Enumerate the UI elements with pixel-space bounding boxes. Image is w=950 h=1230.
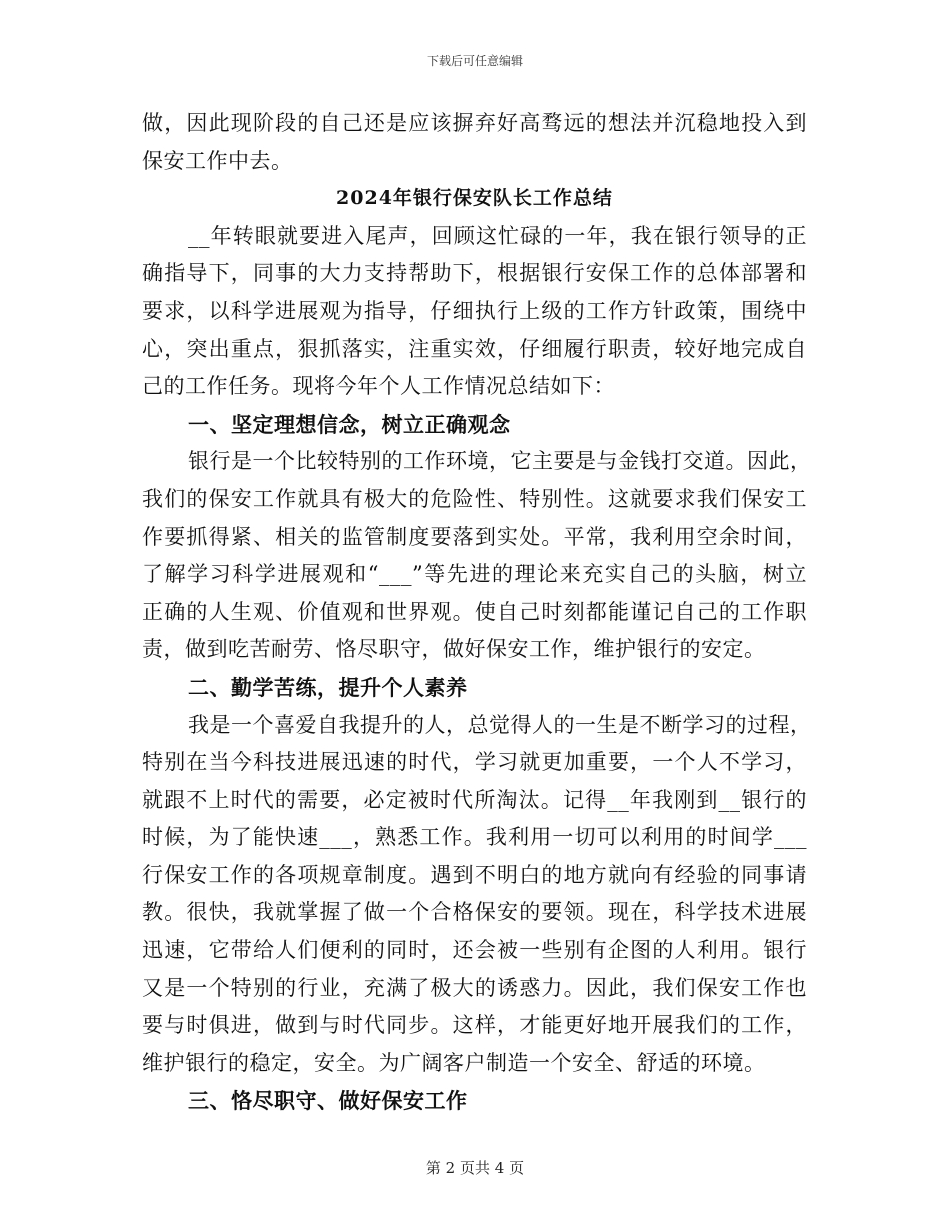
section-heading: 一、坚定理想信念，树立正确观念 — [188, 411, 511, 437]
paragraph-line: 我们的保安工作就具有极大的危险性、特别性。这就要求我们保安工 — [142, 486, 807, 511]
paragraph-line: 做，因此现阶段的自己还是应该摒弃好高骛远的想法并沉稳地投入到 — [142, 111, 807, 135]
paragraph-line: 己的工作任务。现将今年个人工作情况总结如下： — [142, 374, 615, 399]
paragraph-line: 维护银行的稳定，安全。为广阔客户制造一个安全、舒适的环境。 — [142, 1050, 766, 1075]
paragraph-line: 迅速，它带给人们便利的同时，还会被一些别有企图的人利用。银行 — [142, 938, 807, 963]
paragraph-line: 又是一个特别的行业，充满了极大的诱惑力。因此，我们保安工作也 — [142, 975, 807, 1000]
section-heading: 三、恪尽职守、做好保安工作 — [188, 1088, 468, 1114]
paragraph-line: 了解学习科学进展观和“___”等先进的理论来充实自己的头脑，树立 — [142, 562, 807, 587]
paragraph-line: 作要抓得紧、相关的监管制度要落到实处。平常，我利用空余时间， — [142, 524, 807, 549]
paragraph-line: 确指导下，同事的大力支持帮助下，根据银行安保工作的总体部署和 — [142, 261, 807, 286]
paragraph-line: 我是一个喜爱自我提升的人，总觉得人的一生是不断学习的过程， — [188, 712, 812, 737]
paragraph-line: 就跟不上时代的需要，必定被时代所淘汰。记得__年我刚到__银行的 — [142, 787, 807, 812]
document-title: 2024年银行保安队长工作总结 — [336, 187, 613, 210]
paragraph-line: 时候，为了能快速___，熟悉工作。我利用一切可以利用的时间学___ — [142, 825, 807, 850]
paragraph-line: 行保安工作的各项规章制度。遇到不明白的地方就向有经验的同事请 — [142, 862, 807, 887]
paragraph-line: 保安工作中去。 — [142, 148, 293, 173]
document-body — [142, 105, 812, 1120]
paragraph-line: 要与时俱进，做到与时代同步。这样，才能更好地开展我们的工作， — [142, 1013, 807, 1038]
paragraph-line: 正确的人生观、价值观和世界观。使自己时刻都能谨记自己的工作职 — [142, 599, 807, 624]
paragraph-line: 责，做到吃苦耐劳、恪尽职守，做好保安工作，维护银行的安定。 — [142, 637, 766, 662]
paragraph-line: __年转眼就要进入尾声，回顾这忙碌的一年，我在银行领导的正 — [188, 223, 807, 248]
page-footer: 第 2 页共 4 页 — [425, 1159, 525, 1177]
paragraph-line: 银行是一个比较特别的工作环境，它主要是与金钱打交道。因此， — [188, 449, 812, 474]
paragraph-line: 特别在当今科技进展迅速的时代，学习就更加重要，一个人不学习， — [142, 750, 807, 775]
page-header: 下载后可任意编辑 — [426, 54, 523, 68]
paragraph-line: 教。很快，我就掌握了做一个合格保安的要领。现在，科学技术进展 — [142, 900, 807, 925]
paragraph-line: 心，突出重点，狠抓落实，注重实效，仔细履行职责，较好地完成自 — [142, 336, 807, 361]
paragraph-line: 要求，以科学进展观为指导，仔细执行上级的工作方针政策，围绕中 — [142, 298, 807, 323]
section-heading: 二、勤学苦练，提升个人素养 — [188, 674, 468, 700]
